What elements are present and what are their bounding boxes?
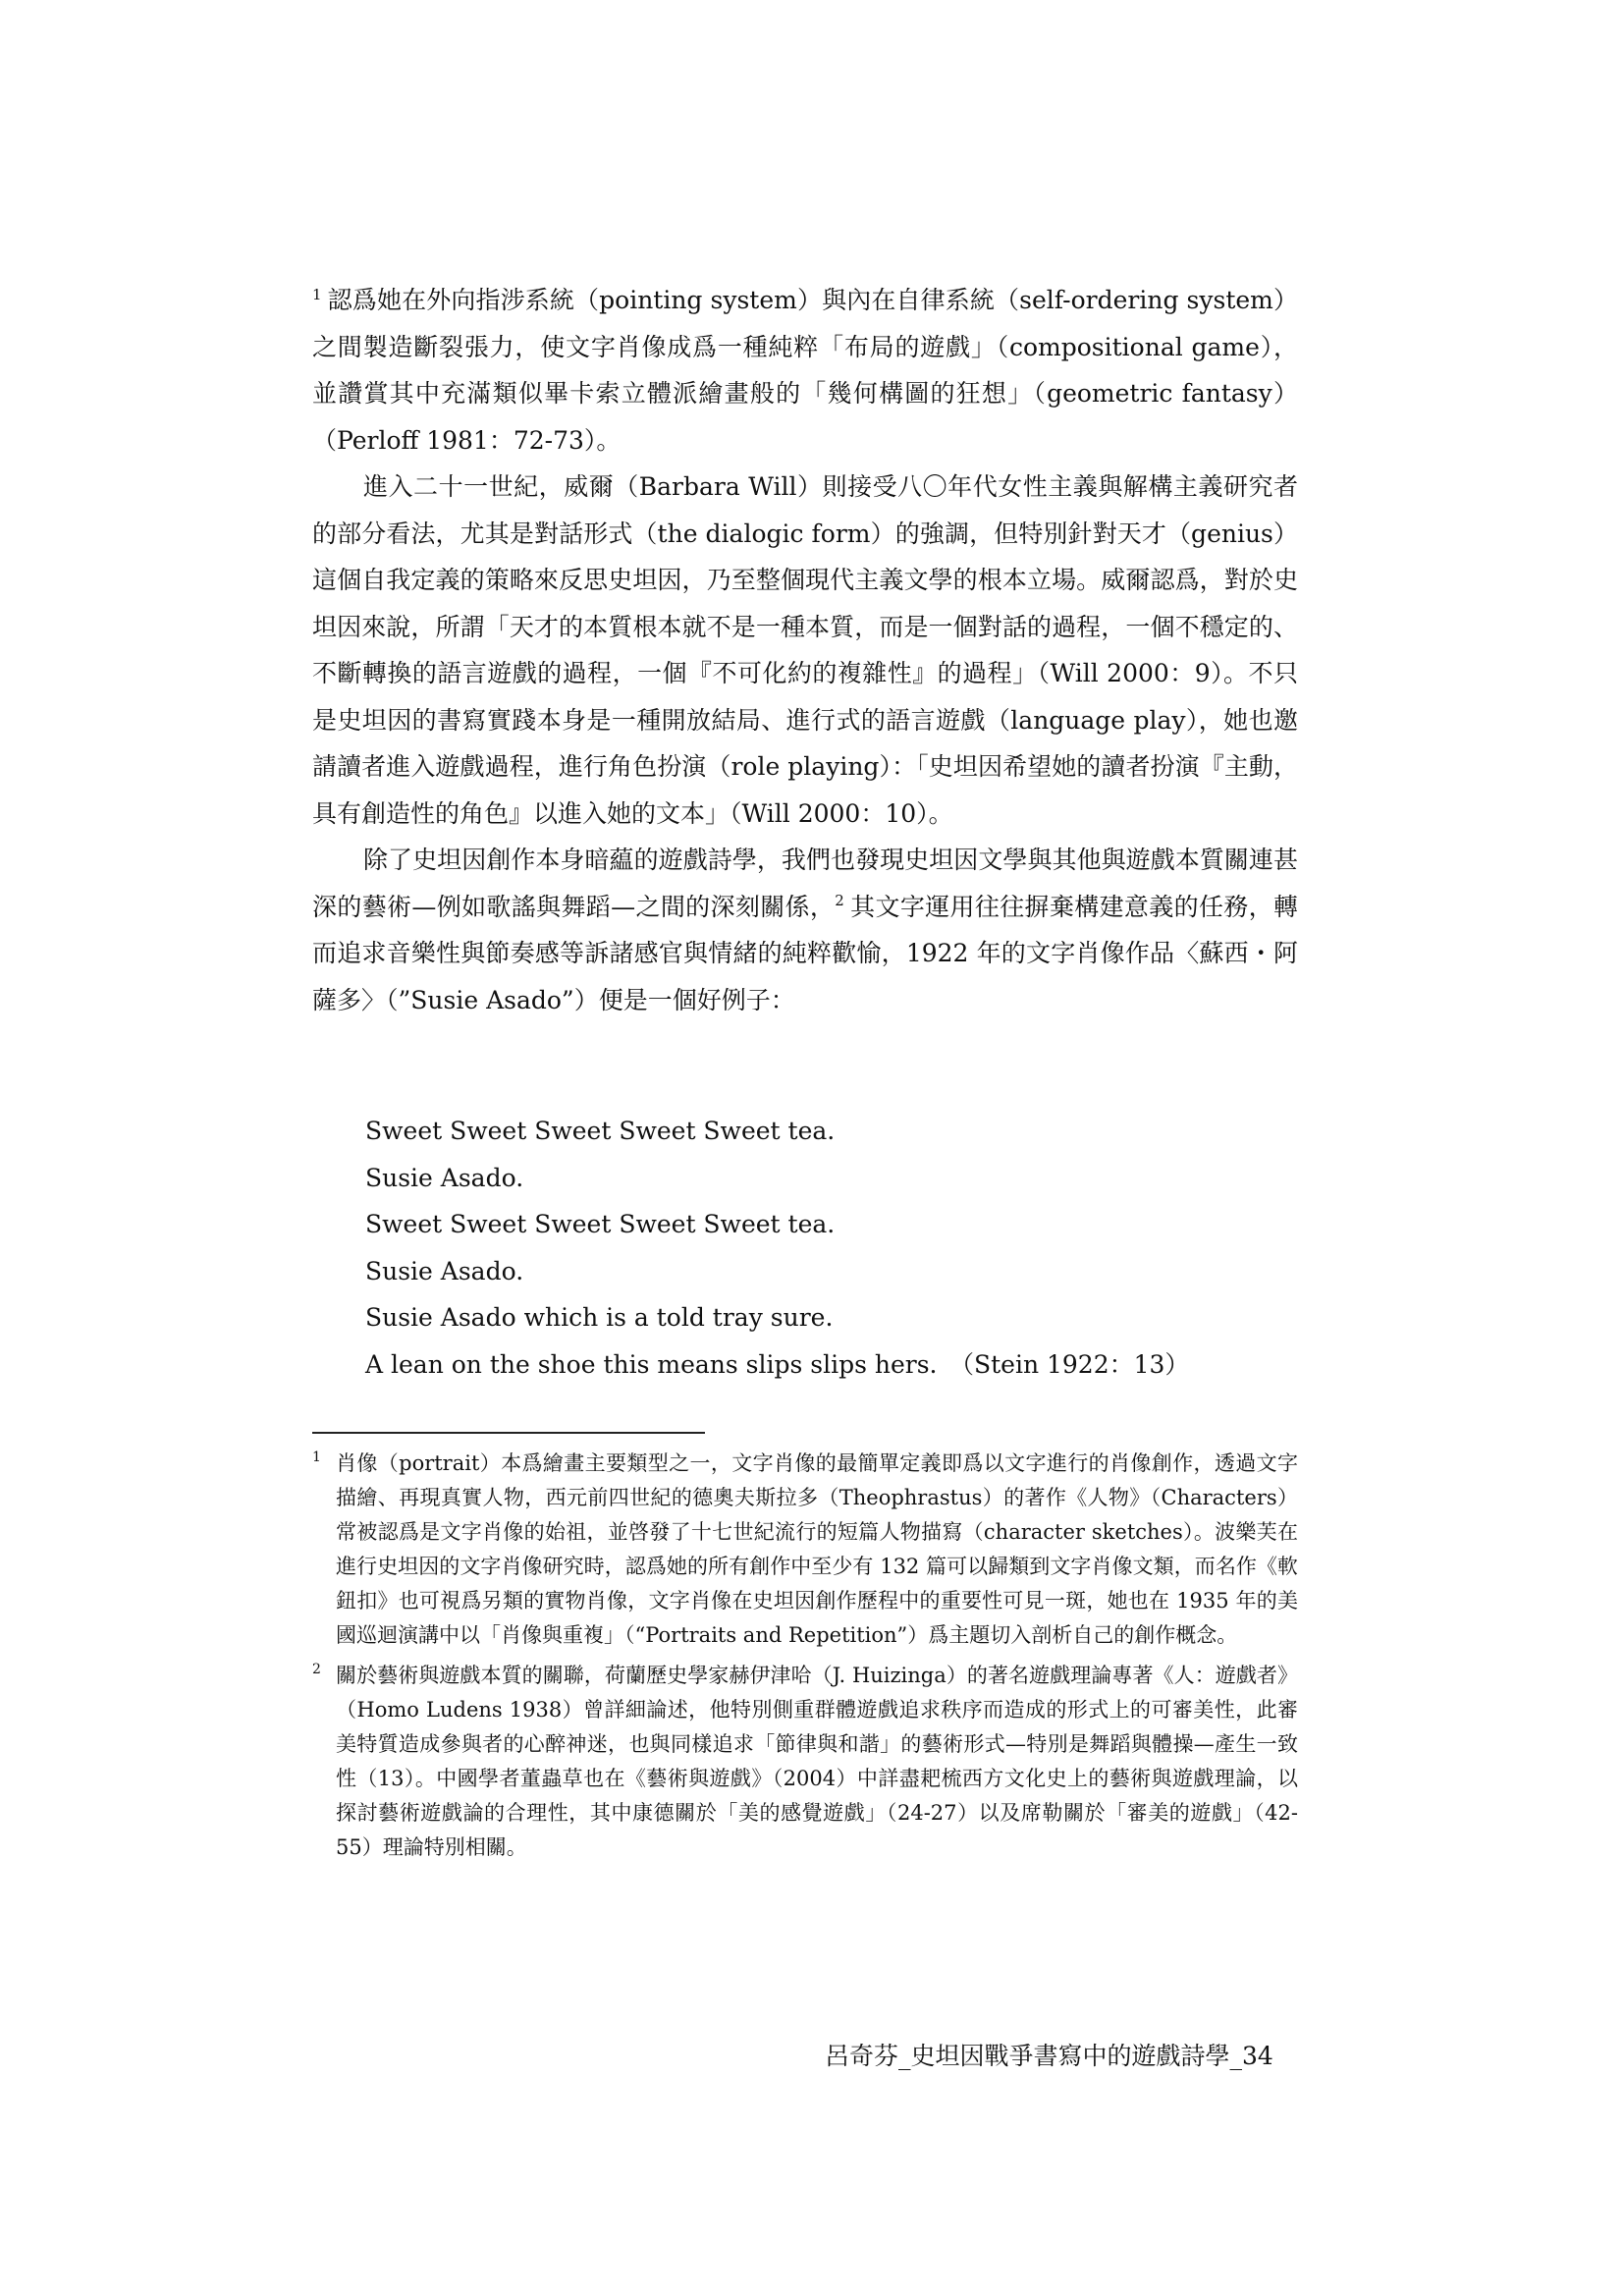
paragraph-3-text-before: 除了史坦因創作本身暗藴的遊戲詩學，我們也發現史坦因文學與其他與遊戲本質關連甚深的藝術—例如歌謠與舞蹈—之間的深刻關係， (312, 846, 1298, 921)
footnote-1 (312, 1447, 1298, 1653)
running-footer: 呂奇芬_史坦因戰爭書寫中的遊戲詩學_34 (825, 2042, 1273, 2070)
paragraph-3-text-after: 其文字運用往往摒棄構建意義的任務，轉而追求音樂性與節奏感等訴諸感官與情緒的純粹歡愉，1922 年的文字肖像作品〈蘇西・阿薩多〉（”Susie Asado”）便是一個好例子： (312, 892, 1298, 1014)
footnote-text: 肖像（portrait）本爲繪畫主要類型之一，文字肖像的最簡單定義即爲以文字進行的肖像創作，透過文字描繪、再現真實人物，西元前四世紀的德奧夫斯拉多（Theophrastus）的著作《人物》（Characters）常被認爲是文字肖像的始祖，並啓發了十七世紀流行的短篇人物描寫（character sketches）。波樂芙在進行史坦因的文字肖像研究時，認爲她的所有創作中至少有 132 篇可以歸類到文字肖像文類，而名作《軟鈕扣》也可視爲另類的實物肖像，文字肖像在史坦因創作歷程中的重要性可見一斑，她也在 1935 年的美國巡迴演講中以「肖像與重複」（“Portraits and Repetition”）爲主題切入剖析自己的創作概念。 (336, 1451, 1298, 1647)
paragraph-3 (312, 837, 1298, 1023)
quote-line: Sweet Sweet Sweet Sweet Sweet tea. (365, 1210, 836, 1238)
footnote-reference: 1 (312, 285, 322, 303)
paragraph-1 (312, 277, 1298, 464)
quote-line: Susie Asado. (365, 1256, 524, 1285)
quote-line: Sweet Sweet Sweet Sweet Sweet tea. (365, 1117, 836, 1145)
footnote-number: 2 (312, 1662, 321, 1677)
body-text (312, 277, 1298, 1023)
footnote-2 (312, 1659, 1298, 1865)
block-quote (365, 1108, 1249, 1388)
quote-line: A lean on the shoe this means slips slips hers. （Stein 1922：13） (365, 1349, 1190, 1379)
footnotes (312, 1447, 1298, 1871)
footnote-number: 1 (312, 1449, 321, 1465)
paragraph-2: 進入二十一世紀，威爾（Barbara Will）則接受八〇年代女性主義與解構主義研究者的部分看法，尤其是對話形式（the dialogic form）的強調，但特別針對天才（genius）這個自我定義的策略來反思史坦因，乃至整個現代主義文學的根本立場。威爾認爲，對於史坦因來說，所謂「天才的本質根本就不是一種本質，而是一個對話的過程，一個不穩定的、不斷轉換的語言遊戲的過程，一個『不可化約的複雜性』的過程」（Will 2000：9）。不只是史坦因的書寫實踐本身是一種開放結局、進行式的語言遊戲（language play），她也邀請讀者進入遊戲過程，進行角色扮演（role playing）：「史坦因希望她的讀者扮演『主動，具有創造性的角色』以進入她的文本」（Will 2000：10）。 (312, 472, 1298, 828)
footnote-divider (312, 1432, 705, 1434)
paragraph-1-text: 認爲她在外向指涉系統（pointing system）與內在自律系統（self-ordering system）之間製造斷裂張力，使文字肖像成爲一種純粹「布局的遊戲」（compositional game），並讚賞其中充滿類似畢卡索立體派繪畫般的「幾何構圖的狂想」（geometric fantasy）（Perloff 1981：72-73）。 (312, 286, 1298, 455)
quote-line: Susie Asado. (365, 1163, 524, 1192)
footnote-text: 關於藝術與遊戲本質的關聯，荷蘭歷史學家赫伊津哈（J. Huizinga）的著名遊戲理論專著《人：遊戲者》（Homo Ludens 1938）曾詳細論述，他特別側重群體遊戲追求秩序而造成的形式上的可審美性，此審美特質造成參與者的心醉神迷，也與同樣追求「節律與和諧」的藝術形式—特別是舞蹈與體操—產生一致性（13）。中國學者董蟲草也在《藝術與遊戲》（2004）中詳盡耙梳西方文化史上的藝術與遊戲理論，以探討藝術遊戲論的合理性，其中康德關於「美的感覺遊戲」（24-27）以及席勒關於「審美的遊戲」（42-55）理論特別相關。 (336, 1664, 1298, 1859)
quote-line: Susie Asado which is a told tray sure. (365, 1303, 834, 1332)
footnote-reference: 2 (835, 892, 844, 910)
